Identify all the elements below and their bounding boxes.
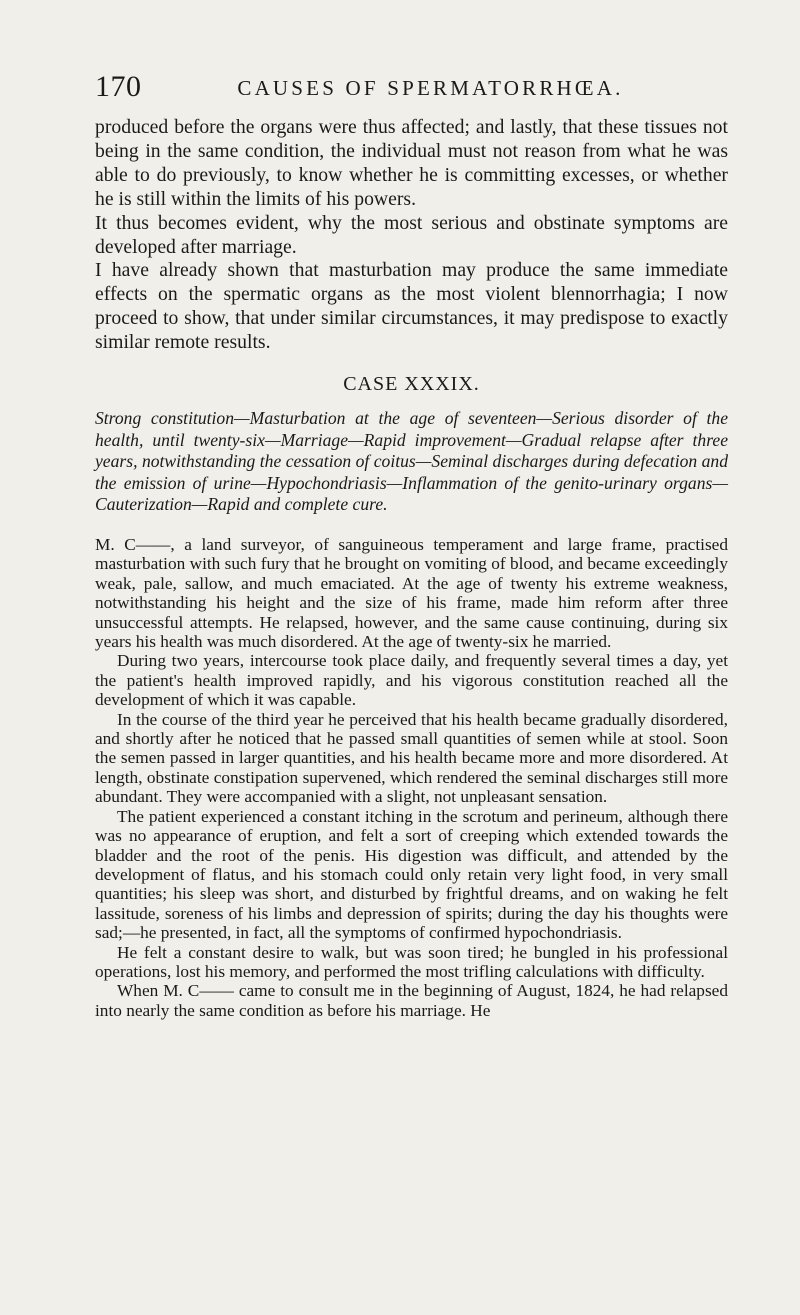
case-paragraph-2: During two years, intercourse took place daily, and frequently several times a day, yet the patient's health improved rapidly, and his vigorous constitution reached all the development of which it was capable.	[95, 651, 728, 710]
case-summary: Strong constitution—Masturbation at the age of seventeen—Serious disorder of the health, until twenty-six—Marriage—Rapid improvement—Gradual relapse after three years, notwithstanding the cessation of coitus—Seminal discharges during defecation and the emission of urine—Hypochondriasis—Inflammation of the genito-urinary organs—Cauterization—Rapid and complete cure.	[95, 408, 728, 515]
case-heading: CASE XXXIX.	[343, 373, 480, 395]
intro-paragraph-2: It thus becomes evident, why the most serious and obstinate symptoms are developed after marriage.	[95, 211, 728, 258]
intro-text	[95, 116, 728, 355]
case-narrative	[95, 535, 728, 1020]
case-paragraph-4: The patient experienced a constant itching in the scrotum and perineum, although there was no appearance of eruption, and felt a sort of creeping which extended towards the bladder and the root of the penis. His digestion was difficult, and attended by the development of flatus, and his stomach could only retain very light food, in very small quantities; his sleep was short, and disturbed by frightful dreams, and on waking he felt lassitude, soreness of his limbs and depression of spirits; during the day his thoughts were sad;—he presented, in fact, all the symptoms of confirmed hypochondriasis.	[95, 806, 728, 943]
case-paragraph-5: He felt a constant desire to walk, but was soon tired; he bungled in his professional operations, lost his memory, and performed the most trifling calculations with difficulty.	[95, 942, 728, 981]
case-paragraph-3: In the course of the third year he perceived that his health became gradually disordered, and shortly after he noticed that he passed small quantities of semen while at stool. Soon the semen passed in larger quantities, and his health became more and more disordered. At length, obstinate constipation supervened, which rendered the seminal discharges still more abundant. They were accompanied with a slight, not unpleasant sensation.	[95, 709, 728, 807]
running-title: CAUSES OF SPERMATORRHŒA.	[237, 76, 624, 100]
case-paragraph-6: When M. C—— came to consult me in the beginning of August, 1824, he had relapsed into nearly the same condition as before his marriage. He	[95, 981, 728, 1020]
intro-paragraph-1: produced before the organs were thus affected; and lastly, that these tissues not being in the same condition, the individual must not reason from what he was able to do previously, to know whether he is committing excesses, or whether he is still within the limits of his powers.	[95, 116, 728, 210]
running-head	[95, 70, 728, 110]
page-number: 170	[95, 70, 142, 103]
intro-paragraph-3: I have already shown that masturbation may produce the same immediate effects on the spermatic organs as the most violent blennorrhagia; I now proceed to show, that under similar circumstances, it may predispose to exactly similar remote results.	[95, 259, 728, 354]
case-paragraph-1: M. C——, a land surveyor, of sanguineous temperament and large frame, practised masturbation with such fury that he brought on vomiting of blood, and became exceedingly weak, pale, sallow, and much emaciated. At the age of twenty his extreme weakness, notwithstanding his height and the size of his frame, made him reform after three unsuccessful attempts. He relapsed, however, and the same cause continuing, during six years his health was much disordered. At the age of twenty-six he married.	[95, 535, 728, 652]
